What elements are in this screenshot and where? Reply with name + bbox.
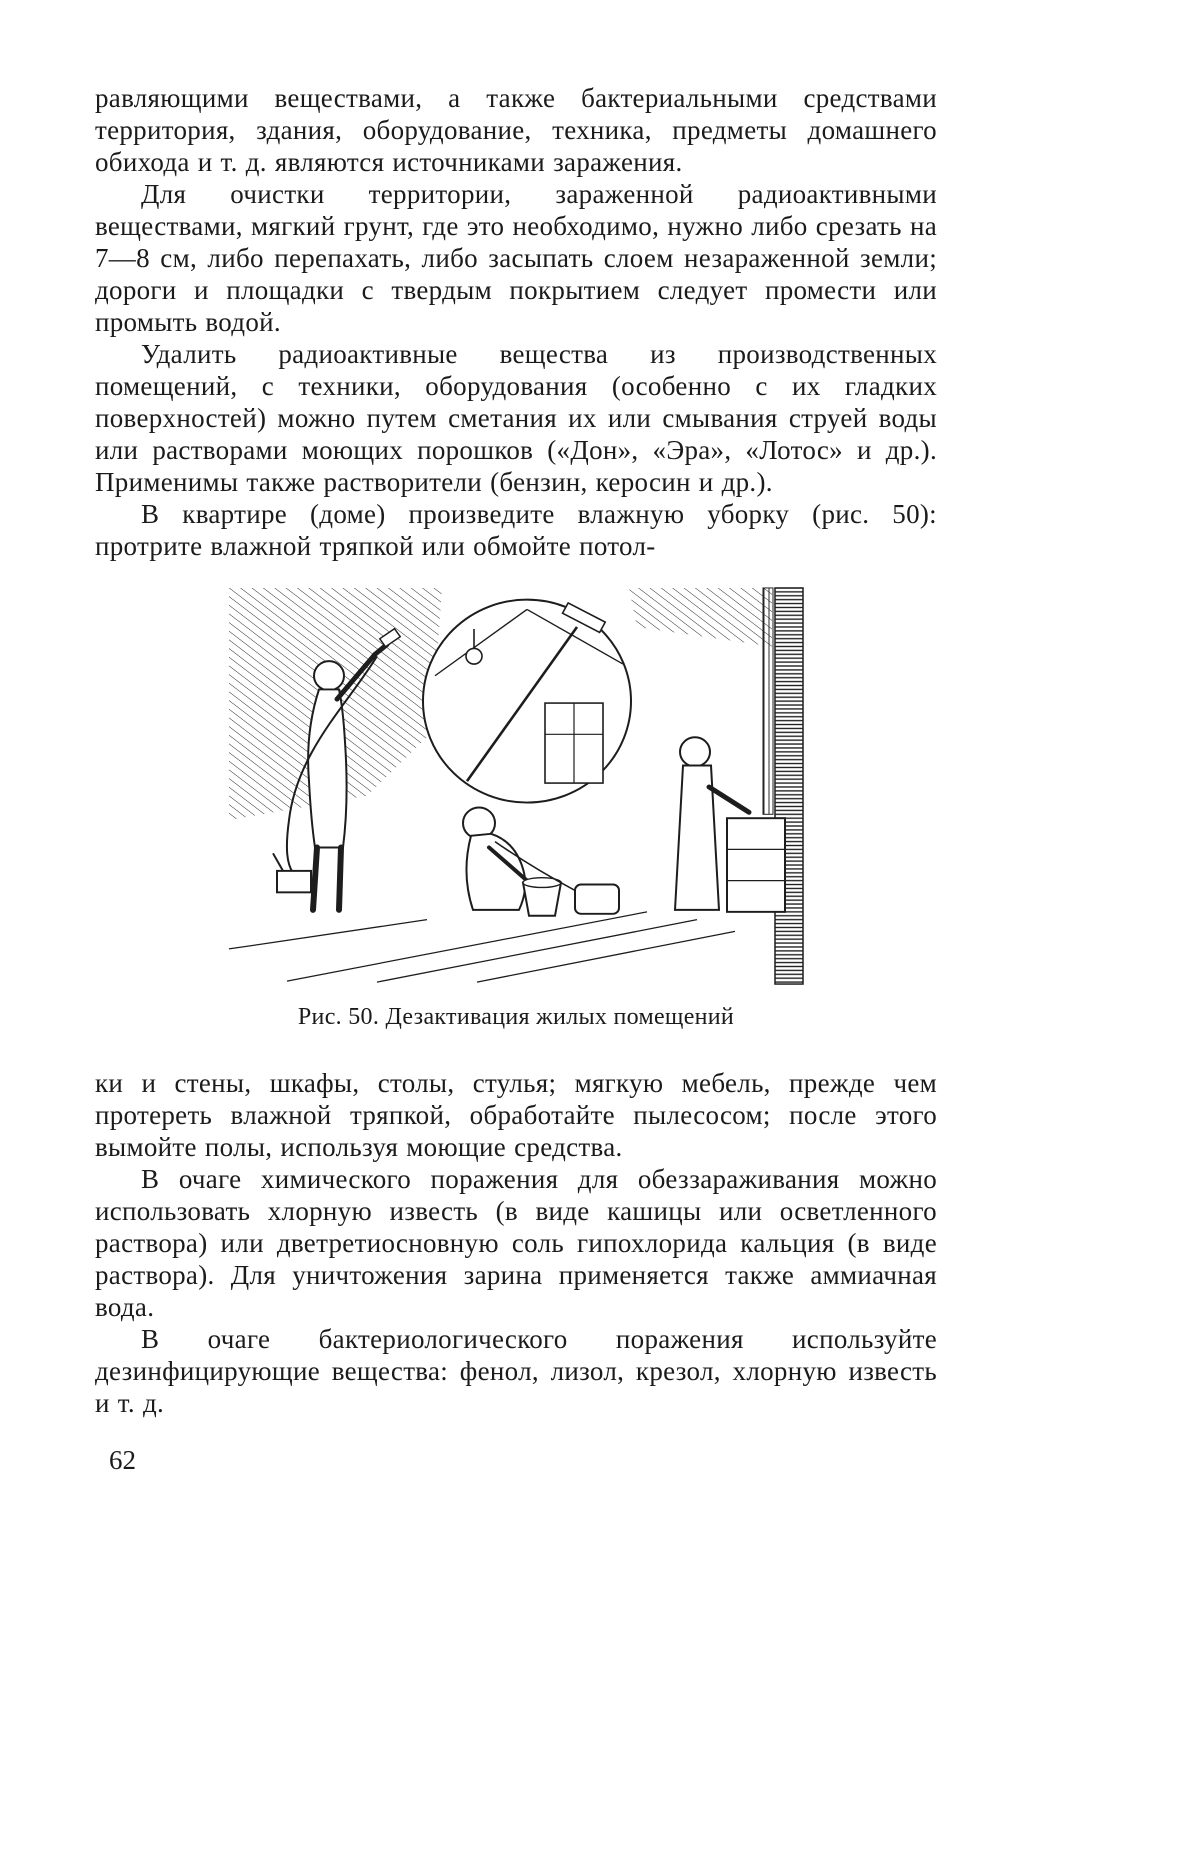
paragraph-bacteriological-decontamination: В очаге бактериологического поражения используйте дезинфицирующие вещества: фенол, лизол, крезол, хлорную известь и т. д. [95, 1324, 937, 1418]
paragraph-territory-cleaning: Для очистки территории, зараженной радиоактивными веществами, мягкий грунт, где это необходимо, нужно либо срезать на 7—8 см, либо перепахать, либо засыпать слоем незараженной земли; дороги и площадки с твердым покрытием следует промести или промыть водой. [95, 179, 937, 337]
paragraph-continuation-bottom: ки и стены, шкафы, столы, стулья; мягкую мебель, прежде чем протереть влажной тряпкой, обработайте пылесосом; после этого вымойте полы, используя моющие средства. [95, 1068, 937, 1162]
paragraph-continuation-top: равляющими веществами, а также бактериальными средствами территория, здания, оборудование, техника, предметы домашнего обихода и т. д. являются источниками заражения. [95, 83, 937, 177]
text-column [95, 82, 937, 1476]
figure-50 [95, 586, 937, 1031]
figure-illustration [227, 586, 805, 986]
paragraph-chemical-decontamination: В очаге химического поражения для обеззараживания можно использовать хлорную известь (в виде кашицы или осветленного раствора) или дветретиосновную соль гипохлорида кальция (в виде раствора). Для уничтожения зарина применяется также аммиачная вода. [95, 1164, 937, 1322]
page-number: 62 [109, 1445, 136, 1475]
paragraph-radioactive-removal: Удалить радиоактивные вещества из производственных помещений, с техники, оборудования (особенно с их гладких поверхностей) можно путем сметания их или смывания струей воды или растворами моющих порошков («Дон», «Эра», «Лотос» и др.). Применимы также растворители (бензин, керосин и др.). [95, 339, 937, 497]
figure-caption: Рис. 50. Дезактивация жилых помещений [297, 1004, 735, 1030]
paragraph-apartment-cleaning: В квартире (доме) произведите влажную уборку (рис. 50): протрите влажной тряпкой или обмойте потол- [95, 499, 937, 561]
decontamination-illustration [227, 586, 805, 986]
